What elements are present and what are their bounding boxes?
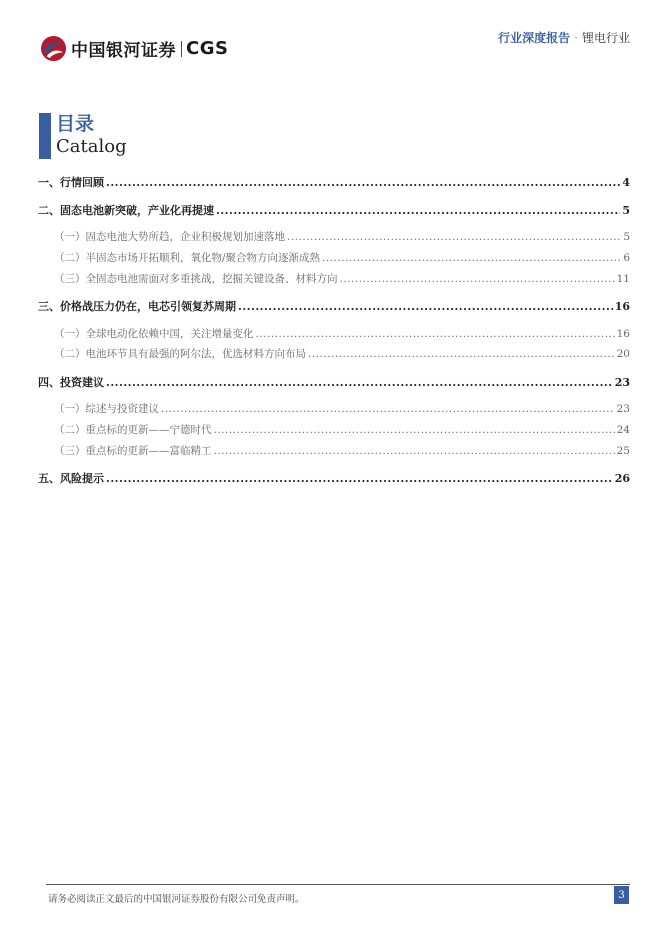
brand-separator (181, 41, 182, 57)
toc-entry-title: 电池环节具有最强的阿尔法，优选材料方向布局 (85, 348, 306, 360)
toc-leader-dots (256, 328, 615, 340)
toc-leader-dots (287, 231, 621, 243)
toc-entry-page: 11 (616, 273, 630, 285)
toc-leader-dots (214, 424, 615, 436)
toc-entry-number: （一） (54, 231, 86, 243)
toc-entry-page: 26 (614, 472, 630, 485)
toc-entry-page: 20 (616, 348, 630, 360)
footer-disclaimer: 请务必阅读正文最后的中国银河证券股份有限公司免责声明。 (48, 894, 305, 905)
page-header (0, 0, 662, 70)
toc-entry-number: （二） (54, 348, 86, 360)
toc-entry-title: 固态电池大势所趋，企业积极规划加速落地 (85, 231, 285, 243)
footer-divider (46, 884, 630, 885)
toc-leader-dots (106, 472, 613, 485)
toc-entry-number: 四、 (38, 376, 60, 389)
toc-entry[interactable] (38, 374, 630, 390)
brand-logo (40, 35, 228, 62)
report-industry: 锂电行业 (581, 31, 630, 45)
toc-entry-number: （一） (54, 328, 86, 340)
toc-entry-page: 24 (616, 424, 630, 436)
toc-leader-dots (322, 252, 621, 264)
report-category: 行业深度报告 (498, 31, 571, 45)
toc-entry-page: 25 (616, 445, 630, 457)
toc-entry-title: 重点标的更新——宁德时代 (85, 424, 212, 436)
toc-leader-dots (340, 273, 615, 285)
toc-entry-title: 价格战压力仍在，电芯引领复苏周期 (60, 300, 236, 313)
toc-entry-page: 16 (616, 328, 630, 340)
title-accent-bar (39, 113, 51, 159)
toc-entry-number: （二） (54, 424, 86, 436)
toc-leader-dots (238, 300, 613, 313)
toc-entry-title: 行情回顾 (60, 176, 104, 189)
toc-leader-dots (106, 376, 613, 389)
report-type-separator: · (574, 31, 578, 45)
toc-entry-page: 16 (614, 300, 630, 313)
toc-entry[interactable] (38, 202, 630, 218)
toc-entry-page: 5 (622, 204, 630, 217)
toc-entry-title: 固态电池新突破，产业化再提速 (60, 204, 214, 217)
toc-entry[interactable] (38, 298, 630, 314)
toc-entry-title: 半固态市场开拓顺利，氧化物/聚合物方向逐渐成熟 (85, 252, 321, 264)
toc-entry-number: 二、 (38, 204, 60, 217)
toc-entry-page: 6 (623, 252, 630, 264)
toc-entry[interactable] (38, 174, 630, 190)
toc-entry-title: 全固态电池需面对多重挑战，挖掘关键设备、材料方向 (85, 273, 338, 285)
toc-entry-page: 23 (616, 403, 630, 415)
galaxy-logo-icon (40, 35, 67, 62)
toc-entry-number: （三） (54, 273, 86, 285)
catalog-title-cn: 目录 (56, 113, 95, 135)
toc-subentry[interactable] (38, 229, 630, 244)
toc-entry-number: （三） (54, 445, 86, 457)
toc-subentry[interactable] (38, 443, 630, 458)
toc-entry-title: 全球电动化依赖中国，关注增量变化 (85, 328, 254, 340)
brand-name-en: CGS (186, 38, 229, 59)
toc-subentry[interactable] (38, 326, 630, 341)
toc-subentry[interactable] (38, 401, 630, 416)
toc-entry-title: 综述与投资建议 (85, 403, 159, 415)
toc-entry-title: 投资建议 (60, 376, 104, 389)
toc-subentry[interactable] (38, 422, 630, 437)
toc-entry-page: 5 (623, 231, 630, 243)
toc-leader-dots (106, 176, 620, 189)
toc-entry-title: 重点标的更新——富临精工 (85, 445, 212, 457)
catalog-title-en: Catalog (56, 136, 127, 157)
toc-leader-dots (308, 348, 615, 360)
toc-entry-number: （二） (54, 252, 86, 264)
toc-entry-number: 三、 (38, 300, 60, 313)
toc-subentry[interactable] (38, 346, 630, 361)
toc-leader-dots (214, 445, 615, 457)
toc-entry-page: 4 (622, 176, 630, 189)
toc-entry-number: 五、 (38, 472, 60, 485)
toc-entry-title: 风险提示 (60, 472, 104, 485)
toc-leader-dots (161, 403, 615, 415)
page-number: 3 (614, 886, 629, 904)
brand-name-cn: 中国银河证券 (71, 41, 176, 61)
toc-subentry[interactable] (38, 250, 630, 265)
toc-entry-number: 一、 (38, 176, 60, 189)
toc-entry[interactable] (38, 470, 630, 486)
toc-entry-number: （一） (54, 403, 86, 415)
toc-subentry[interactable] (38, 271, 630, 286)
toc-leader-dots (216, 204, 620, 217)
toc-entry-page: 23 (614, 376, 630, 389)
report-type (498, 29, 630, 46)
